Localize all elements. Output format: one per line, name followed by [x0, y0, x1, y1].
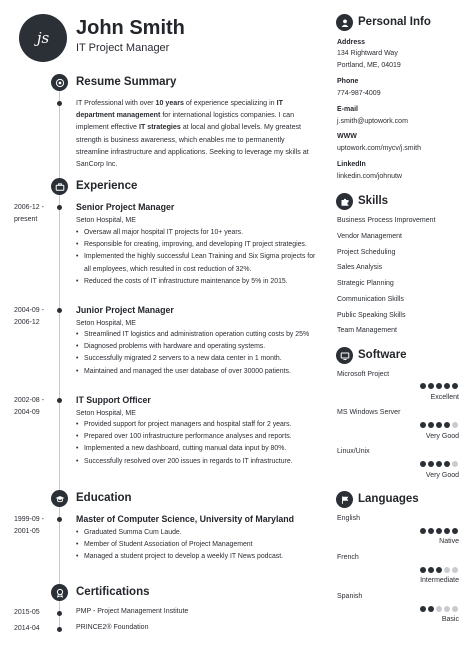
- rating-dot: [452, 567, 458, 573]
- job-date-end: present: [14, 216, 38, 223]
- education-date: [14, 514, 54, 538]
- software-level: Very Good: [425, 433, 459, 440]
- skill-item: Business Process Improvement: [337, 217, 436, 224]
- initials-logo: [19, 14, 67, 62]
- job-date-start: 2006-12 -: [14, 204, 44, 211]
- rating-dot: [420, 567, 426, 573]
- skill-item: Vendor Management: [337, 233, 402, 240]
- job-bullets: [76, 329, 321, 378]
- rating-dot: [436, 461, 442, 467]
- language-rating: [420, 606, 458, 612]
- rating-dot: [444, 422, 450, 428]
- rating-dot: [444, 606, 450, 612]
- target-icon: [51, 74, 68, 91]
- cert-dot: [57, 611, 62, 616]
- language-rating: [420, 567, 458, 573]
- summary-segment: for international logistics companies. I can implement effective: [76, 111, 295, 132]
- job-org: Seton Hospital, ME: [76, 320, 136, 327]
- list-item: • Diagnosed problems with hardware and operating systems.: [76, 341, 321, 353]
- skills-title: Skills: [358, 195, 389, 207]
- rating-dot: [444, 528, 450, 534]
- education-bullets: [76, 527, 321, 564]
- list-item: • Member of Student Association of Project Management: [76, 539, 321, 551]
- list-item: • Managed a student project to develop a weekly IT News podcast.: [76, 551, 321, 563]
- personal-info-title: Personal Info: [358, 16, 431, 28]
- skill-item: Strategic Planning: [337, 280, 394, 287]
- job-dot: [57, 308, 62, 313]
- software-rating: [420, 383, 458, 389]
- summary-highlight: IT department management: [76, 99, 283, 120]
- phone-value: 774-987-4009: [337, 90, 381, 97]
- rating-dot: [436, 528, 442, 534]
- cert-date: 2014-04: [14, 625, 40, 632]
- summary-segment: IT Professional with over: [76, 99, 156, 107]
- rating-dot: [444, 567, 450, 573]
- address-line2: Portland, ME, 04019: [337, 62, 401, 69]
- address-line1: 134 Rightward Way: [337, 50, 398, 57]
- job-date: [14, 202, 54, 226]
- job-bullets: [76, 227, 321, 288]
- list-item: • Responsible for creating, improving, and developing IT project strategies.: [76, 239, 321, 251]
- certifications-title: Certifications: [76, 586, 150, 598]
- rating-dot: [452, 528, 458, 534]
- monitor-icon: [336, 347, 353, 364]
- language-rating: [420, 528, 458, 534]
- briefcase-icon: [51, 178, 68, 195]
- rating-dot: [436, 422, 442, 428]
- list-item: • Successfully resolved over 200 issues in regards to IT infrastructure.: [76, 456, 321, 468]
- language-name: French: [337, 554, 359, 561]
- rating-dot: [428, 461, 434, 467]
- language-name: Spanish: [337, 593, 363, 600]
- software-rating: [420, 461, 458, 467]
- summary-dot: [57, 101, 62, 106]
- rating-dot: [420, 528, 426, 534]
- skill-item: Public Speaking Skills: [337, 312, 406, 319]
- rating-dot: [444, 383, 450, 389]
- cert-name: PRINCE2® Foundation: [76, 624, 149, 631]
- list-item: • Provided support for project managers and hospital staff for 2 years.: [76, 419, 321, 431]
- summary-segment: at local and global levels. My greatest strength is business awareness, which enables me to permanently streamline infrastructure and applications. Seeking to leverage my skills at SanCorp Inc.: [76, 123, 309, 169]
- rating-dot: [428, 567, 434, 573]
- job-date-end: 2006-12: [14, 319, 40, 326]
- job-title: IT Support Officer: [76, 395, 151, 405]
- rating-dot: [428, 383, 434, 389]
- rating-dot: [444, 461, 450, 467]
- education-date-start: 1999-09 -: [14, 516, 44, 523]
- rating-dot: [436, 383, 442, 389]
- summary-highlight: IT strategies: [138, 123, 181, 132]
- user-icon: [336, 14, 353, 31]
- linkedin-label: LinkedIn: [337, 161, 366, 168]
- languages-title: Languages: [358, 493, 419, 505]
- job-date-start: 2004-09 -: [14, 307, 44, 314]
- rating-dot: [428, 606, 434, 612]
- cert-date: 2015-05: [14, 609, 40, 616]
- list-item: • Streamlined IT logistics and administration operation cutting costs by 25%: [76, 329, 321, 341]
- job-dot: [57, 398, 62, 403]
- software-name: Microsoft Project: [337, 371, 390, 378]
- skill-item: Project Scheduling: [337, 249, 396, 256]
- rating-dot: [452, 606, 458, 612]
- list-item: • Implemented the highly successful Lean Training and Six Sigma projects for all employees, which resulted in cost reduction of 32%.: [76, 251, 321, 275]
- list-item: • Implemented a new dashboard, cutting manual data input by 80%.: [76, 443, 321, 455]
- www-label: WWW: [337, 133, 357, 140]
- flag-icon: [336, 491, 353, 508]
- job-bullets: [76, 419, 321, 468]
- logo-initials: js: [36, 29, 50, 47]
- list-item: • Prepared over 100 infrastructure performance analyses and reports.: [76, 431, 321, 443]
- skill-item: Team Management: [337, 327, 397, 334]
- job-dot: [57, 205, 62, 210]
- job-org: Seton Hospital, ME: [76, 410, 136, 417]
- job-date: [14, 305, 54, 329]
- job-date: [14, 395, 54, 419]
- job-title: Junior Project Manager: [76, 305, 174, 315]
- list-item: • Graduated Summa Cum Laude.: [76, 527, 321, 539]
- education-degree: Master of Computer Science, University of Maryland: [76, 514, 295, 524]
- education-dot: [57, 517, 62, 522]
- language-level: Intermediate: [420, 577, 459, 584]
- software-title: Software: [358, 349, 407, 361]
- email-label: E-mail: [337, 106, 359, 113]
- list-item: • Reduced the costs of IT infrastructure maintenance by 5% in 2015.: [76, 276, 321, 288]
- rating-dot: [428, 422, 434, 428]
- language-level: Native: [439, 538, 459, 545]
- education-date-end: 2001-05: [14, 528, 40, 535]
- software-name: Linux/Unix: [337, 448, 370, 455]
- skill-item: Communication Skills: [337, 296, 404, 303]
- rating-dot: [436, 606, 442, 612]
- linkedin-value: linkedin.com/johnutw: [337, 173, 402, 180]
- job-title: Senior Project Manager: [76, 202, 175, 212]
- summary-highlight: 10 years: [155, 99, 184, 107]
- rating-dot: [452, 383, 458, 389]
- language-level: Basic: [441, 616, 459, 623]
- rating-dot: [428, 528, 434, 534]
- address-label: Address: [337, 39, 366, 46]
- skill-item: Sales Analysis: [337, 264, 383, 271]
- list-item: • Maintained and managed the user database of over 30000 patients.: [76, 366, 321, 378]
- candidate-role: IT Project Manager: [76, 42, 170, 54]
- cert-dot: [57, 627, 62, 632]
- job-date-end: 2004-09: [14, 409, 40, 416]
- rating-dot: [436, 567, 442, 573]
- candidate-name: John Smith: [76, 17, 185, 39]
- summary-segment: of experience specializing in: [183, 99, 277, 107]
- software-level: Very Good: [425, 472, 459, 479]
- experience-title: Experience: [76, 180, 138, 192]
- software-level: Excellent: [430, 394, 459, 401]
- timeline-line: [59, 82, 60, 632]
- education-title: Education: [76, 492, 132, 504]
- list-item: • Oversaw all major hospital IT projects for 10+ years.: [76, 227, 321, 239]
- summary-text: [76, 97, 316, 170]
- language-name: English: [337, 515, 360, 522]
- software-name: MS Windows Server: [337, 409, 401, 416]
- graduation-cap-icon: [51, 490, 68, 507]
- puzzle-icon: [336, 193, 353, 210]
- list-item: • Successfully migrated 2 servers to a new data center in 1 month.: [76, 353, 321, 365]
- cert-name: PMP - Project Management Institute: [76, 608, 189, 615]
- www-value: uptowork.com/mycv/j.smith: [337, 145, 422, 152]
- award-icon: [51, 584, 68, 601]
- software-rating: [420, 422, 458, 428]
- email-value: j.smith@uptowork.com: [337, 118, 408, 125]
- rating-dot: [420, 383, 426, 389]
- job-org: Seton Hospital, ME: [76, 217, 136, 224]
- rating-dot: [420, 606, 426, 612]
- rating-dot: [420, 461, 426, 467]
- rating-dot: [420, 422, 426, 428]
- rating-dot: [452, 422, 458, 428]
- rating-dot: [452, 461, 458, 467]
- phone-label: Phone: [337, 78, 359, 85]
- job-date-start: 2002-08 -: [14, 397, 44, 404]
- summary-title: Resume Summary: [76, 76, 177, 88]
